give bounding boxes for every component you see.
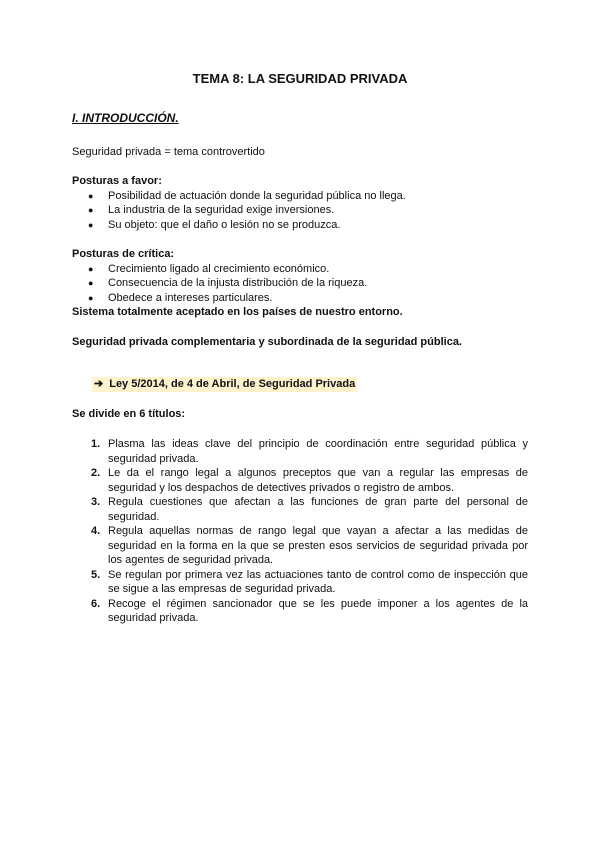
arrow-right-icon: ➔ xyxy=(94,378,104,390)
bullet-icon: ● xyxy=(88,219,94,230)
list-item: 5. Se regulan por primera vez las actuaciones tanto de control como de inspección que se sigue a las empresas de seguridad privada. xyxy=(91,568,528,595)
document-title: TEMA 8: LA SEGURIDAD PRIVADA xyxy=(192,71,408,86)
bullet-icon: ● xyxy=(88,205,94,215)
list-item: 2. Le da el rango legal a algunos preceptos que van a regular las empresas de seguridad y los despachos de detectives privados o registro de ambos. xyxy=(91,467,528,494)
critica-list xyxy=(72,262,528,306)
bullet-icon: ● xyxy=(88,190,94,201)
divide-heading: Se divide en 6 títulos: xyxy=(72,408,186,420)
critica-heading: Posturas de crítica: xyxy=(72,248,175,260)
critica-section xyxy=(72,247,528,320)
ley-highlight xyxy=(92,377,357,392)
favor-section xyxy=(72,174,528,232)
titulos-section xyxy=(72,437,528,626)
list-item: 1. Plasma las ideas clave del principio de coordinación entre seguridad pública y seguridad privada. xyxy=(91,438,528,465)
list-item: ● Obedece a intereses particulares. xyxy=(88,291,273,304)
bullet-icon: ● xyxy=(88,292,94,303)
accepted-line: Sistema totalmente aceptado en los países de nuestro entorno. xyxy=(72,306,403,318)
section-heading: I. INTRODUCCIÓN. xyxy=(72,111,179,125)
list-item: 3. Regula cuestiones que afectan a las funciones de gran parte del personal de seguridad. xyxy=(91,496,528,523)
favor-list xyxy=(72,189,528,233)
list-item: ● Posibilidad de actuación donde la seguridad pública no llega. xyxy=(88,189,406,202)
bullet-icon: ● xyxy=(88,263,94,274)
complementary-line: Seguridad privada complementaria y subordinada de la seguridad pública. xyxy=(72,336,462,348)
titulos-list xyxy=(72,437,528,626)
favor-heading: Posturas a favor: xyxy=(72,175,162,187)
list-item: ● Consecuencia de la injusta distribución de la riqueza. xyxy=(88,277,368,289)
list-item: ● Crecimiento ligado al crecimiento económico. xyxy=(88,262,330,275)
intro-line: Seguridad privada = tema controvertido xyxy=(72,146,265,158)
list-item: ● La industria de la seguridad exige inversiones. xyxy=(88,204,335,216)
list-item: 6. Recoge el régimen sancionador que se les puede imponer a los agentes de la seguridad privada. xyxy=(91,597,528,624)
list-item: ● Su objeto: que el daño o lesión no se produzca. xyxy=(88,218,341,231)
ley-title: Ley 5/2014, de 4 de Abril, de Seguridad Privada xyxy=(109,378,356,390)
bullet-icon: ● xyxy=(88,278,94,288)
list-item: 4. Regula aquellas normas de rango legal que vayan a afectar a las medidas de seguridad en la forma en la que se presten esos servicios de seguridad privada por los agentes de seguridad privada. xyxy=(91,525,528,566)
